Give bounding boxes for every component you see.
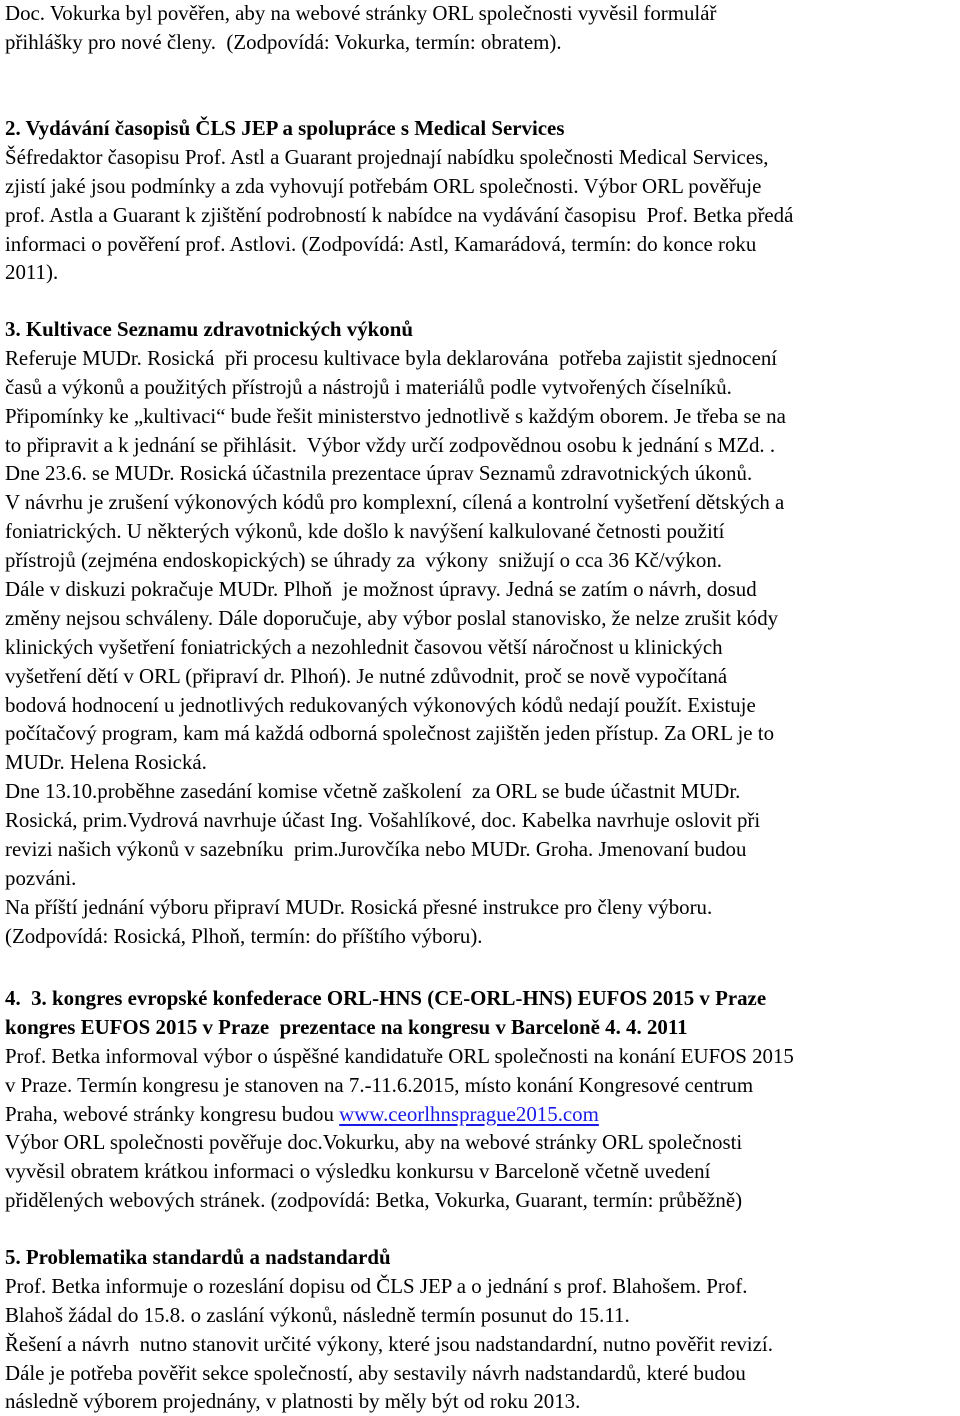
text-line: Doc. Vokurka byl pověřen, aby na webové stránky ORL společnosti vyvěsil formulář [5, 1, 717, 25]
text-line: Blahoš žádal do 15.8. o zaslání výkonů, následně termín posunut do 15.11. [5, 1302, 630, 1327]
text-line: 2011). [5, 260, 59, 285]
link-line [5, 1100, 955, 1129]
text-line: Řešení a návrh nutno stanovit určité výkony, které jsou nadstandardní, nutno pověřit revizí. [5, 1331, 773, 1356]
text-line: Prof. Betka informuje o rozeslání dopisu od ČLS JEP a o jednání s prof. Blahošem. Prof. [5, 1273, 748, 1298]
text-line: vyšetření dětí v ORL (připraví dr. Plhoń). Je nutné zdůvodnit, proč se nově vypočítaná [5, 663, 728, 688]
text-line: bodová hodnocení u jednotlivých redukovaných výkonových kódů nedají použít. Existuje [5, 692, 756, 717]
link-prefix: Praha, webové stránky kongresu budou [5, 1101, 340, 1126]
text-line: počítačový program, kam má každá odborná společnost zajištěn jeden přístup. Za ORL je to [5, 721, 775, 746]
section-5 [5, 1243, 960, 1416]
text-line: Referuje MUDr. Rosická při procesu kultivace byla deklarována potřeba zajistit sjednocení [5, 345, 778, 370]
text-line: revizi našich výkonů v sazebníku prim.Jurovčíka nebo MUDr. Groha. Jmenovaní budou [5, 837, 747, 862]
section-heading: 3. Kultivace Seznamu zdravotnických výkonů [5, 317, 413, 341]
text-line: změny nejsou schváleny. Dále doporučuje, aby výbor poslal stanovisko, že nelze zrušit kódy [5, 605, 779, 630]
text-line: Dále v diskuzi pokračuje MUDr. Plhoň je možnost úpravy. Jedná se zatím o návrh, dosud [5, 577, 757, 602]
text-line: časů a výkonů a použitých přístrojů a nástrojů i materiálů podle vytvořených číselníků. [5, 374, 732, 399]
section-heading: 4. 3. kongres evropské konfederace ORL-HNS (CE-ORL-HNS) EUFOS 2015 v Praze [5, 986, 767, 1010]
text-line: v Praze. Termín kongresu je stanoven na 7.-11.6.2015, místo konání Kongresové centrum [5, 1072, 754, 1097]
text-line: Dne 13.10.proběhne zasedání komise včetně zaškolení za ORL se bude účastnit MUDr. [5, 779, 741, 804]
text-line: informaci o pověření prof. Astlovi. (Zodpovídá: Astl, Kamarádová, termín: do konce roku [5, 231, 757, 256]
text-line: Prof. Betka informoval výbor o úspěšné kandidatuře ORL společnosti na konání EUFOS 2015 [5, 1043, 794, 1068]
text-line: pozváni. [5, 865, 77, 890]
text-line: Dále je potřeba pověřit sekce společností, aby sestavily návrh nadstandardů, které budou [5, 1360, 746, 1385]
text-line: to připravit a k jednání se přihlásit. Výbor vždy určí zodpovědnou osobu k jednání s MZd. . [5, 432, 776, 457]
text-line: Rosická, prim.Vydrová navrhuje účast Ing. Vošahlíkové, doc. Kabelka navrhuje oslovit při [5, 808, 761, 833]
section-2 [5, 114, 960, 287]
text-line: klinických vyšetření foniatrických a nezohlednit časovou větší náročnost u klinických [5, 634, 723, 659]
text-line: Šéfredaktor časopisu Prof. Astl a Guarant projednají nabídku společnosti Medical Services, [5, 144, 769, 169]
congress-website-link[interactable]: www.ceorlhnsprague2015.com [339, 1101, 599, 1126]
section-heading: 5. Problematika standardů a nadstandardů [5, 1245, 391, 1269]
text-line: přidělených webových stránek. (zodpovídá: Betka, Vokurka, Guarant, termín: průběžně) [5, 1188, 743, 1213]
text-line: Na příští jednání výboru připraví MUDr. Rosická přesné instrukce pro členy výboru. [5, 894, 713, 919]
text-line: V návrhu je zrušení výkonových kódů pro komplexní, cílená a kontrolní vyšetření dětských a [5, 490, 785, 515]
text-line: následně výborem projednány, v platnosti by měly být od roku 2013. [5, 1389, 581, 1414]
section-heading: 2. Vydávání časopisů ČLS JEP a spolupráce s Medical Services [5, 116, 565, 140]
text-line: Výbor ORL společnosti pověřuje doc.Vokurku, aby na webové stránky ORL společnosti [5, 1130, 743, 1155]
text-line: přístrojů (zejména endoskopických) se úhrady za výkony snižují o cca 36 Kč/výkon. [5, 548, 723, 573]
text-line: vyvěsil obratem krátkou informaci o výsledku konkursu v Barceloně včetně uvedení [5, 1159, 711, 1184]
section-4 [5, 984, 960, 1215]
section-heading: kongres EUFOS 2015 v Praze prezentace na kongresu v Barceloně 4. 4. 2011 [5, 1014, 688, 1039]
intro-paragraph [5, 0, 960, 57]
text-line: Připomínky ke „kultivaci“ bude řešit ministerstvo jednotlivě s každým oborem. Je třeba se na [5, 403, 786, 428]
text-line: zjistí jaké jsou podmínky a zda vyhovují potřebám ORL společnosti. Výbor ORL pověřuje [5, 173, 762, 198]
text-line: Dne 23.6. se MUDr. Rosická účastnila prezentace úprav Seznamů zdravotnických úkonů. [5, 461, 753, 486]
text-line: (Zodpovídá: Rosická, Plhoň, termín: do příštího výboru). [5, 923, 483, 948]
text-line: MUDr. Helena Rosická. [5, 750, 207, 775]
section-3 [5, 315, 960, 951]
text-line: prof. Astla a Guarant k zjištění podrobností k nabídce na vydávání časopisu Prof. Betka předá [5, 202, 794, 227]
text-line: foniatrických. U některých výkonů, kde došlo k navýšení kalkulované četnosti použití [5, 519, 725, 544]
text-line: přihlášky pro nové členy. (Zodpovídá: Vokurka, termín: obratem). [5, 29, 562, 54]
